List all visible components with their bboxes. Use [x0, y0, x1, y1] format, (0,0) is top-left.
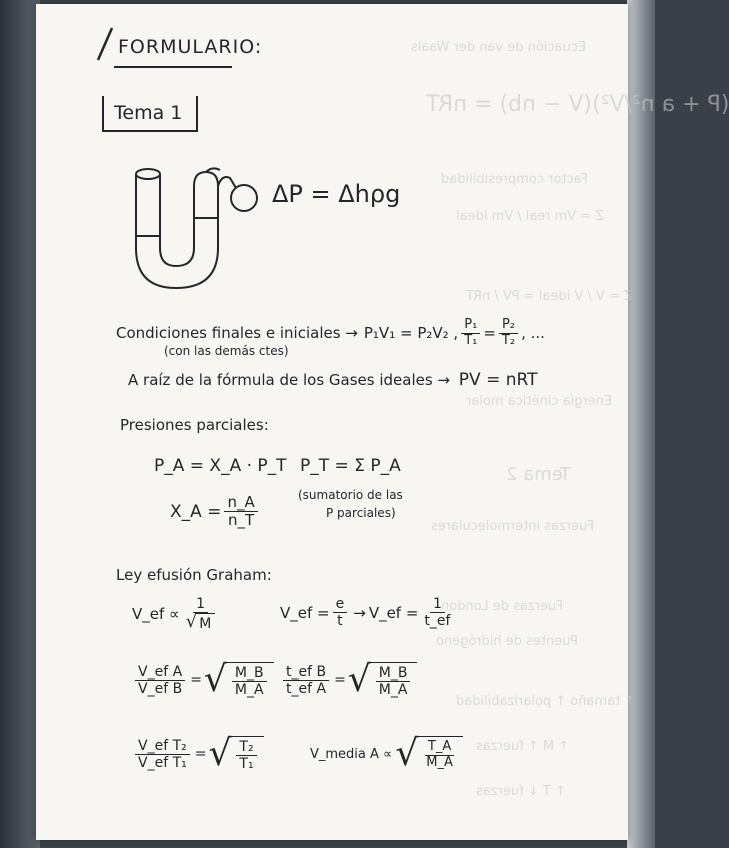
conditions-tail: , ... — [521, 324, 545, 343]
graham-proportionality: V_ef ∝ 1 √ M — [132, 596, 221, 632]
pt-formula: P_T = Σ P_A — [300, 456, 401, 476]
background-right — [627, 0, 655, 848]
conditions-label: Condiciones finales e iniciales → — [116, 324, 358, 343]
xa-formula: X_A = $\frac{n\_A}{n\_T}$ — [170, 494, 261, 530]
paper-sheet — [36, 4, 729, 840]
bleed-through-text: ↑ tamaño ↑ polarizabilidad — [456, 694, 636, 709]
graham-velocity: V_ef = $\frac{e}{t}$ → V_ef = $\frac{1}{t\_ef}$ — [280, 596, 451, 630]
ideal-gas-formula: PV = nRT — [458, 370, 538, 390]
bleed-through-text: Fuerzas intermoleculares — [431, 519, 595, 534]
bleed-through-text: Energía cinética molar — [466, 394, 613, 409]
bleed-through-text: Puentes de hidrógeno — [436, 634, 579, 649]
title-underline — [114, 66, 232, 68]
bleed-through-text: Z = Vm real / Vm ideal — [456, 209, 605, 224]
xa-fraction: $\frac{n\_A}{n\_T}$ — [224, 494, 257, 530]
page-title: FORMULARIO: — [118, 36, 263, 58]
u-tube-manometer — [126, 156, 256, 296]
charles-fraction-1: $\frac{\text{P₁}}{\text{T₁}}$ — [461, 318, 480, 349]
partial-pressures-heading: Presiones parciales: — [120, 416, 269, 434]
pen-stroke — [94, 26, 116, 62]
graham-ratio-time: $\frac{\text{t\_ef B}}{\text{t\_ef A}}$ = √ $\frac{M\_B}{M\_A}$ — [280, 662, 417, 698]
bleed-through-text: Fuerzas de London — [441, 599, 564, 614]
bleed-through-text: ↑ T ↓ fuerzas — [476, 784, 566, 799]
boyle-formula: P₁V₁ = P₂V₂ , — [363, 324, 459, 343]
pt-note-line1: (sumatorio de las — [298, 488, 403, 502]
bleed-through-formula: (P + a n²/V²)(V − nb) = nRT — [426, 92, 729, 117]
graham-ratio-temperature: $\frac{\text{V\_ef T₂}}{\text{V\_ef T₁}}$ = √ $\frac{\text{T₂}}{\text{T₁}}$ — [132, 736, 264, 772]
sqrt-symbol: √ M — [186, 613, 216, 632]
topic-label: Tema 1 — [114, 102, 183, 124]
bleed-through-text: ↑ M ↑ fuerzas — [476, 739, 570, 754]
bleed-through-text: Z = V / V ideal = PV / nRT — [466, 289, 633, 304]
pt-note-line2: P parciales) — [326, 506, 396, 520]
bleed-through-text: Ecuación de van der Waals — [411, 40, 587, 55]
pressure-difference-formula: ΔP = Δhρg — [272, 180, 401, 208]
graham-mean-velocity: V_media A ∝ √ $\frac{T\_A}{M\_A}$ — [310, 736, 463, 772]
pa-formula: P_A = X_A · P_T — [154, 456, 287, 476]
ideal-gas-label: A raíz de la fórmula de los Gases ideales → — [128, 371, 450, 389]
ideal-gas-line — [128, 370, 537, 390]
conditions-line: Condiciones finales e iniciales → P₁V₁ = P₂V₂ , $\frac{\text{P₁}}{\text{T₁}}$ = $\frac{\text{P₂}}{\text{T₂}}$ , ... — [116, 317, 545, 348]
graham-ratio-velocity: $\frac{\text{V\_ef A}}{\text{V\_ef B}}$ = √ $\frac{M\_B}{M\_A}$ — [132, 662, 274, 698]
conditions-note: (con las demás ctes) — [164, 344, 289, 358]
graham-heading: Ley efusión Graham: — [116, 566, 272, 584]
bleed-through-text: Tema 2 — [506, 464, 571, 485]
charles-fraction-2: $\frac{\text{P₂}}{\text{T₂}}$ — [499, 318, 518, 349]
bleed-through-text: Factor compresibilidad — [441, 172, 588, 187]
background-left — [0, 0, 40, 848]
